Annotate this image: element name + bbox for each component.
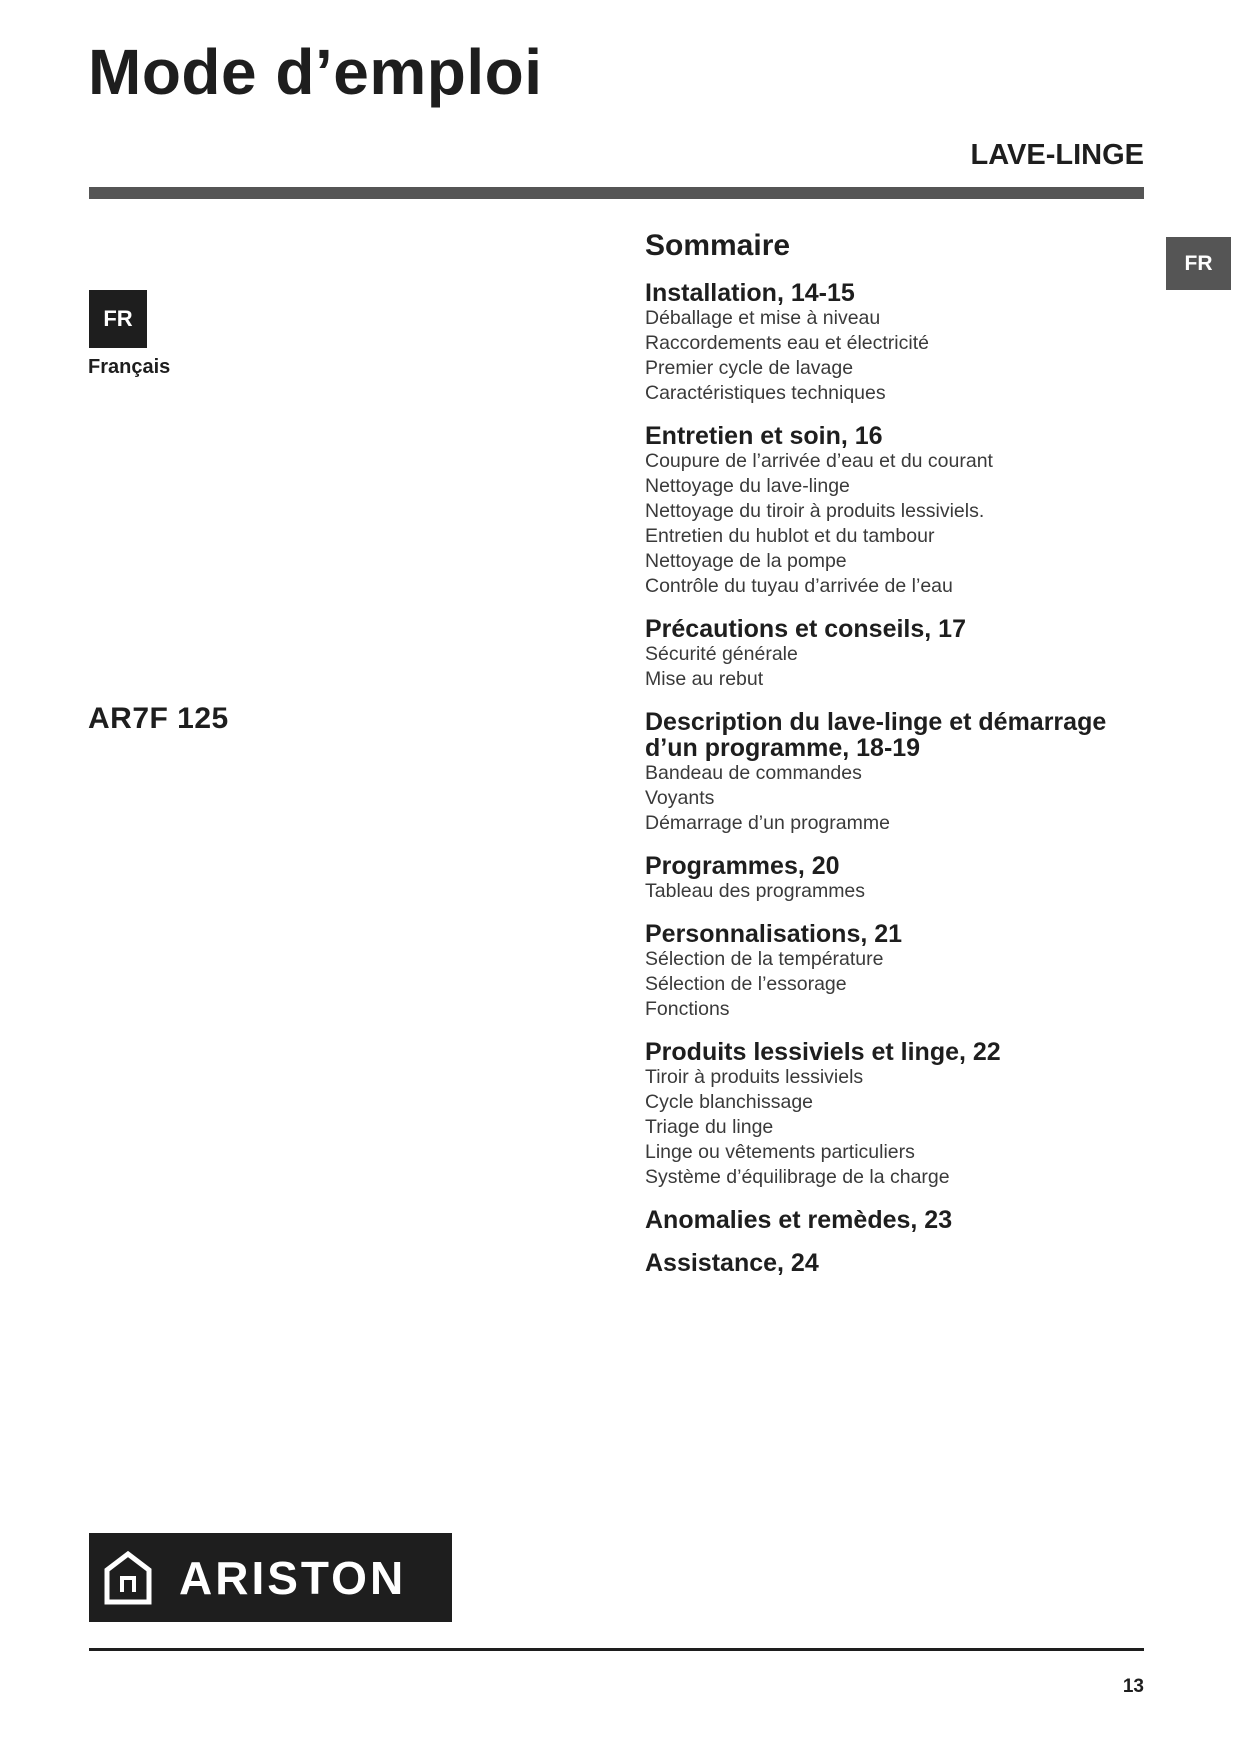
toc-section-precautions	[645, 616, 1145, 692]
language-badge: FR	[89, 290, 147, 348]
toc-section-installation	[645, 280, 1145, 406]
toc-item: Cycle blanchissage	[645, 1091, 814, 1113]
toc-section-produits	[645, 1039, 1145, 1190]
toc-item: Sélection de l’essorage	[645, 973, 847, 995]
toc-section-anomalies	[645, 1207, 1145, 1233]
toc-item: Tableau des programmes	[645, 880, 866, 902]
toc-heading: Précautions et conseils, 17	[645, 615, 966, 643]
toc-item: Nettoyage du lave-linge	[645, 475, 850, 497]
language-name: Français	[88, 356, 171, 378]
toc-section-entretien	[645, 423, 1145, 599]
toc-section-assistance	[645, 1250, 1145, 1276]
toc-heading: Personnalisations, 21	[645, 920, 903, 948]
toc-item: Triage du linge	[645, 1116, 774, 1138]
toc-item: Entretien du hublot et du tambour	[645, 525, 935, 547]
toc-item: Démarrage d’un programme	[645, 812, 890, 834]
header-divider	[89, 187, 1144, 199]
document-type: LAVE-LINGE	[970, 139, 1144, 171]
model-number: AR7F 125	[88, 702, 229, 735]
toc-heading: Entretien et soin, 16	[645, 422, 883, 450]
toc-title: Sommaire	[645, 229, 791, 262]
language-side-tab: FR	[1166, 237, 1231, 290]
toc-section-personnalisations	[645, 921, 1145, 1022]
toc-item: Linge ou vêtements particuliers	[645, 1141, 915, 1163]
toc-item: Raccordements eau et électricité	[645, 332, 929, 354]
page-number: 13	[1122, 1676, 1144, 1697]
toc-item: Sécurité générale	[645, 643, 798, 665]
toc-section-description	[645, 709, 1145, 836]
toc-item: Déballage et mise à niveau	[645, 307, 881, 329]
toc-item: Contrôle du tuyau d’arrivée de l’eau	[645, 575, 953, 597]
toc-item: Caractéristiques techniques	[645, 382, 886, 404]
page-title: Mode d’emploi	[88, 36, 543, 108]
toc-item: Voyants	[645, 787, 715, 809]
toc-heading: Installation, 14-15	[645, 279, 855, 307]
toc-item: Tiroir à produits lessiviels	[645, 1066, 864, 1088]
toc-item: Système d’équilibrage de la charge	[645, 1166, 950, 1188]
toc-heading: Anomalies et remèdes, 23	[645, 1206, 953, 1234]
toc-item: Sélection de la température	[645, 948, 884, 970]
footer-divider	[89, 1648, 1144, 1651]
toc-item: Fonctions	[645, 998, 730, 1020]
toc-item: Premier cycle de lavage	[645, 357, 854, 379]
house-icon	[103, 1550, 153, 1606]
toc-heading: Produits lessiviels et linge, 22	[645, 1038, 1001, 1066]
toc-item: Mise au rebut	[645, 668, 764, 690]
toc-item: Bandeau de commandes	[645, 762, 862, 784]
table-of-contents	[645, 228, 1145, 1293]
toc-heading: Assistance, 24	[645, 1249, 819, 1277]
brand-logo	[89, 1533, 452, 1622]
brand-name: ARISTON	[179, 1551, 407, 1604]
toc-heading: Description du lave-linge et démarrage	[645, 708, 1107, 736]
toc-heading: Programmes, 20	[645, 852, 840, 880]
toc-item: Nettoyage de la pompe	[645, 550, 847, 572]
toc-item: Coupure de l’arrivée d’eau et du courant	[645, 450, 993, 472]
toc-heading-continued: d’un programme, 18-19	[645, 734, 921, 762]
toc-section-programmes	[645, 853, 1145, 904]
toc-item: Nettoyage du tiroir à produits lessiviels.	[645, 500, 985, 522]
